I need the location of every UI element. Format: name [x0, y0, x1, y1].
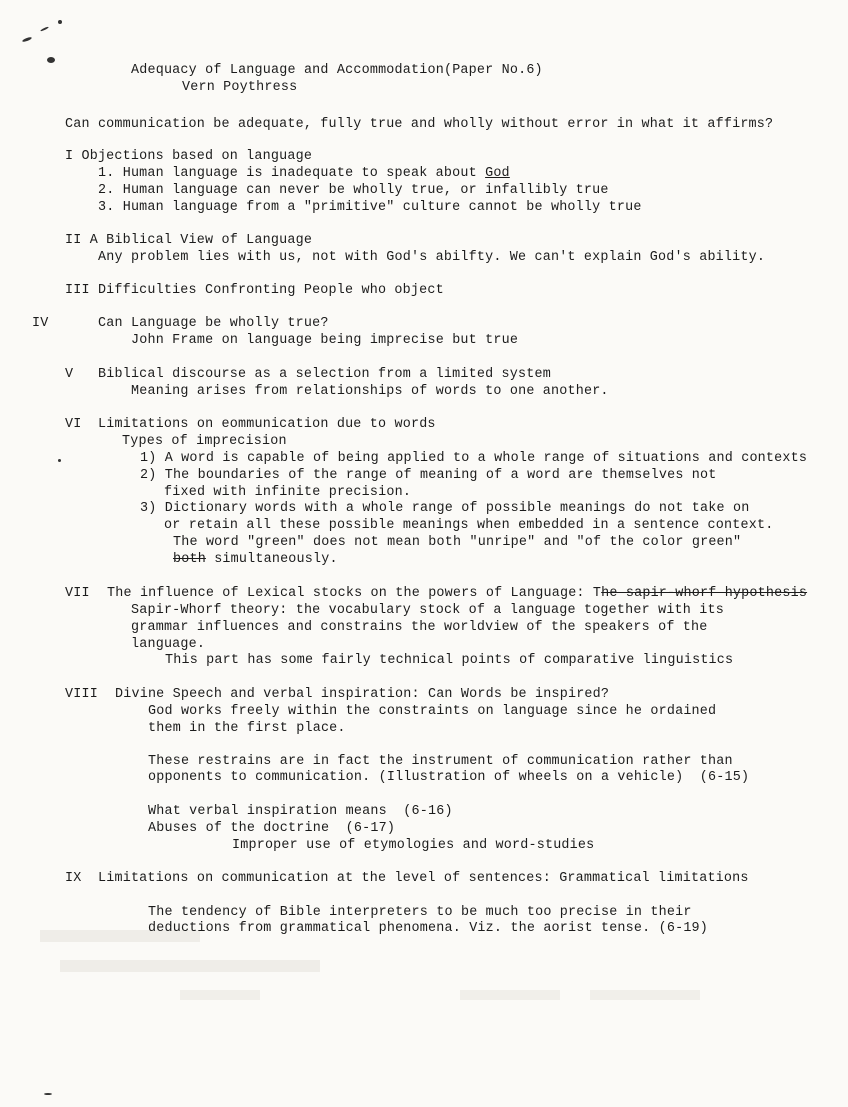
section-7-heading: The influence of Lexical stocks on the powers of Language: The sapir-whorf hypothesis	[107, 586, 808, 601]
section-6-point-2-cont: fixed with infinite precision.	[164, 485, 412, 500]
section-6-point-3-cont: or retain all these possible meanings when embedded in a sentence context.	[164, 518, 774, 533]
section-1-heading: I Objections based on language	[65, 149, 313, 164]
bleed-through-mark	[590, 990, 700, 1000]
section-6-subheading: Types of imprecision	[122, 434, 287, 449]
section-4-body: John Frame on language being imprecise but true	[131, 333, 519, 348]
section-6-point-2: 2) The boundaries of the range of meaning of a word are themselves not	[140, 468, 717, 483]
section-8-heading: Divine Speech and verbal inspiration: Can Words be inspired?	[115, 687, 610, 702]
section-6-point-1: 1) A word is capable of being applied to a whole range of situations and contexts	[140, 451, 808, 466]
section-6-example: The word "green" does not mean both "unripe" and "of the color green"	[173, 535, 742, 550]
section-2-body: Any problem lies with us, not with God's abilfty. We can't explain God's ability.	[98, 250, 766, 265]
section-5-number: V	[65, 367, 74, 382]
section-7-body-3: language.	[131, 637, 206, 652]
bleed-through-mark	[460, 990, 560, 1000]
section-8-body-2: them in the first place.	[148, 721, 346, 736]
scan-speck	[22, 36, 32, 42]
central-question: Can communication be adequate, fully true and wholly without error in what it affirms?	[65, 117, 774, 132]
bleed-through-mark	[60, 960, 320, 972]
section-6-heading: Limitations on eommunication due to words	[98, 417, 436, 432]
section-4-heading: Can Language be wholly true?	[98, 316, 329, 331]
section-8-body-5: What verbal inspiration means (6-16)	[148, 804, 453, 819]
section-1-item-2: 2. Human language can never be wholly true, or infallibly true	[98, 183, 609, 198]
section-8-body-7: Improper use of etymologies and word-studies	[232, 838, 595, 853]
section-9-body-1: The tendency of Bible interpreters to be much too precise in their	[148, 905, 692, 920]
section-5-body: Meaning arises from relationships of words to one another.	[131, 384, 609, 399]
section-8-body-3: These restrains are in fact the instrument of communication rather than	[148, 754, 733, 769]
section-9-heading: Limitations on communication at the level of sentences: Grammatical limitations	[98, 871, 749, 886]
section-8-body-4: opponents to communication. (Illustration of wheels on a vehicle) (6-15)	[148, 770, 750, 785]
section-7-body-4: This part has some fairly technical points of comparative linguistics	[165, 653, 734, 668]
scan-speck	[40, 26, 49, 32]
section-7-number: VII	[65, 586, 90, 601]
section-7-body-1: Sapir-Whorf theory: the vocabulary stock of a language together with its	[131, 603, 724, 618]
section-6-number: VI	[65, 417, 82, 432]
scan-speck	[44, 1093, 52, 1095]
scan-speck	[58, 20, 62, 24]
bleed-through-mark	[180, 990, 260, 1000]
document-title: Adequacy of Language and Accommodation(Paper No.6)	[131, 63, 543, 78]
author-name: Vern Poythress	[182, 80, 298, 95]
section-2-heading: II A Biblical View of Language	[65, 233, 313, 248]
section-6-example-cont: both simultaneously.	[173, 552, 338, 567]
section-9-body-2: deductions from grammatical phenomena. Viz. the aorist tense. (6-19)	[148, 921, 709, 936]
section-3-heading: III Difficulties Confronting People who object	[65, 283, 444, 298]
section-1-item-1: 1. Human language is inadequate to speak about God	[98, 166, 510, 181]
scan-speck	[47, 57, 55, 63]
section-6-point-3: 3) Dictionary words with a whole range of possible meanings do not take on	[140, 501, 750, 516]
section-7-body-2: grammar influences and constrains the worldview of the speakers of the	[131, 620, 708, 635]
section-1-item-3: 3. Human language from a "primitive" culture cannot be wholly true	[98, 200, 642, 215]
section-9-number: IX	[65, 871, 82, 886]
scan-speck	[58, 459, 61, 462]
section-8-number: VIII	[65, 687, 98, 702]
section-8-body-6: Abuses of the doctrine (6-17)	[148, 821, 396, 836]
section-4-number: IV	[32, 316, 49, 331]
section-5-heading: Biblical discourse as a selection from a limited system	[98, 367, 551, 382]
section-8-body-1: God works freely within the constraints on language since he ordained	[148, 704, 717, 719]
